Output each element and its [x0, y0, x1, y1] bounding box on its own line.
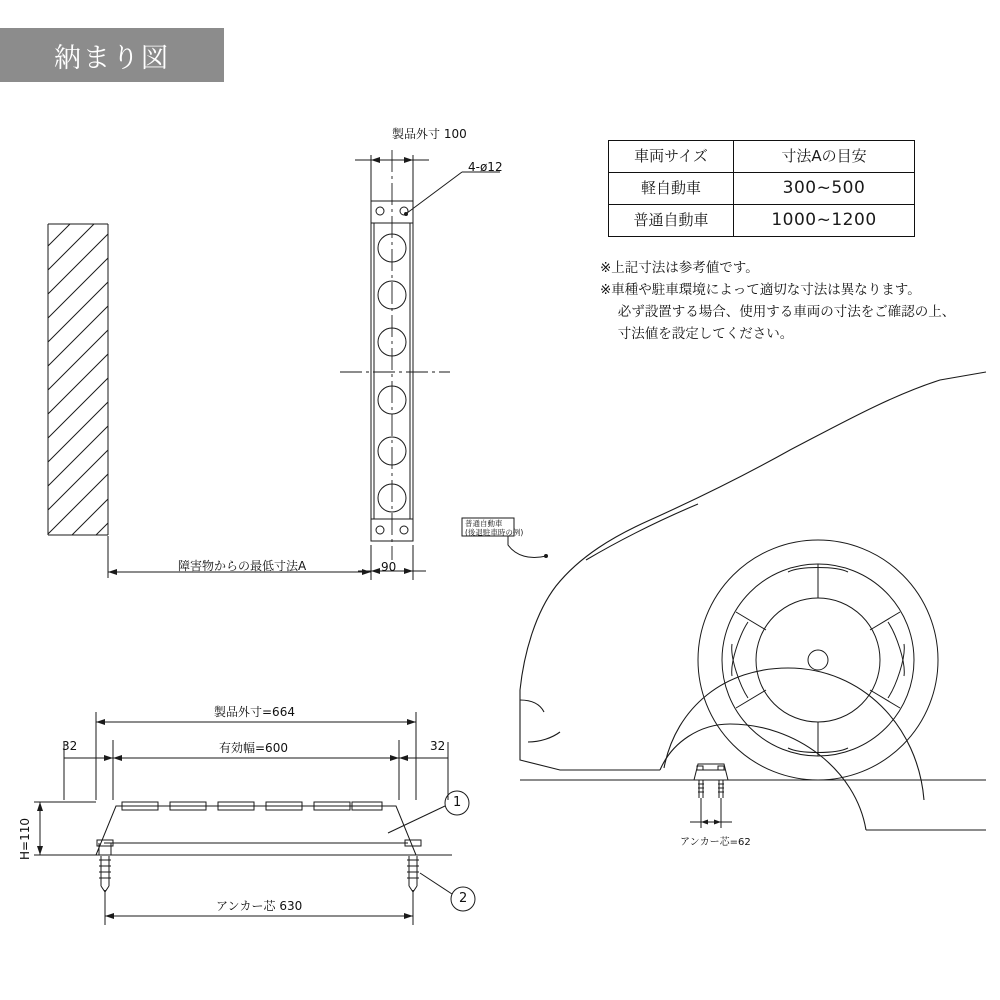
product-plan-outline: [371, 201, 413, 541]
table-row: [609, 205, 915, 237]
wall-hatch: [48, 224, 108, 535]
note-line-4: 寸法値を設定してください。: [600, 325, 794, 342]
note-line-2: ※車種や駐車環境によって適切な寸法は異なります。: [600, 281, 921, 298]
label-dim-90: 90: [381, 560, 397, 574]
product-elevation: [60, 802, 452, 855]
label-bolt-note: 4-ø12: [468, 160, 503, 174]
vehicle-size-table: [608, 140, 915, 237]
table-cell-category-kei: 軽自動車: [609, 173, 734, 205]
label-product-outer-100: 製品外寸 100: [392, 127, 467, 141]
label-height-110: H=110: [18, 818, 32, 860]
label-anchor-62: アンカー芯=62: [680, 837, 751, 848]
page-title: 納まり図: [54, 42, 170, 74]
page-header-bar: [0, 28, 224, 82]
label-margin-left-32: 32: [62, 739, 78, 753]
table-cell-value-kei: 300~500: [734, 173, 915, 205]
table-header-row: [609, 141, 915, 173]
dim-outer-664: [96, 712, 416, 800]
note-line-3: 必ず設置する場合、使用する車両の寸法をご確認の上、: [600, 303, 956, 320]
label-anchor-630: アンカー芯 630: [216, 899, 303, 913]
anchor-bolts-elevation: [97, 840, 421, 892]
label-car-type: 普通自動車: [465, 519, 503, 528]
table-row: [609, 173, 915, 205]
label-margin-right-32: 32: [430, 739, 446, 753]
table-header-vehicle-size: 車両サイズ: [609, 141, 734, 173]
table-cell-value-normal: 1000~1200: [734, 205, 915, 237]
dim-height-110: [34, 802, 96, 855]
product-circles: [378, 234, 406, 512]
label-outer-664: 製品外寸=664: [214, 705, 295, 719]
label-callout-2: 2: [459, 891, 468, 906]
label-callout-1: 1: [453, 795, 462, 810]
leader-bolt-note: [404, 172, 500, 216]
dim-product-outer-100: [355, 155, 429, 205]
table-header-dimension-a: 寸法Aの目安: [734, 141, 915, 173]
bolt-holes: [376, 207, 408, 534]
dim-anchor-62: [690, 798, 732, 828]
notes-block: [600, 258, 955, 345]
note-line-1: ※上記寸法は参考値です。: [600, 260, 759, 276]
label-effective-600: 有効幅=600: [219, 741, 288, 755]
car-wheel: [698, 540, 938, 780]
center-line-plan: [340, 150, 450, 560]
label-car-note: (後退駐車時の例): [465, 528, 524, 537]
label-clearance-a: 障害物からの最低寸法A: [178, 559, 307, 573]
table-cell-category-normal: 普通自動車: [609, 205, 734, 237]
product-in-scene: [694, 764, 728, 798]
car-side-view: [520, 372, 986, 830]
